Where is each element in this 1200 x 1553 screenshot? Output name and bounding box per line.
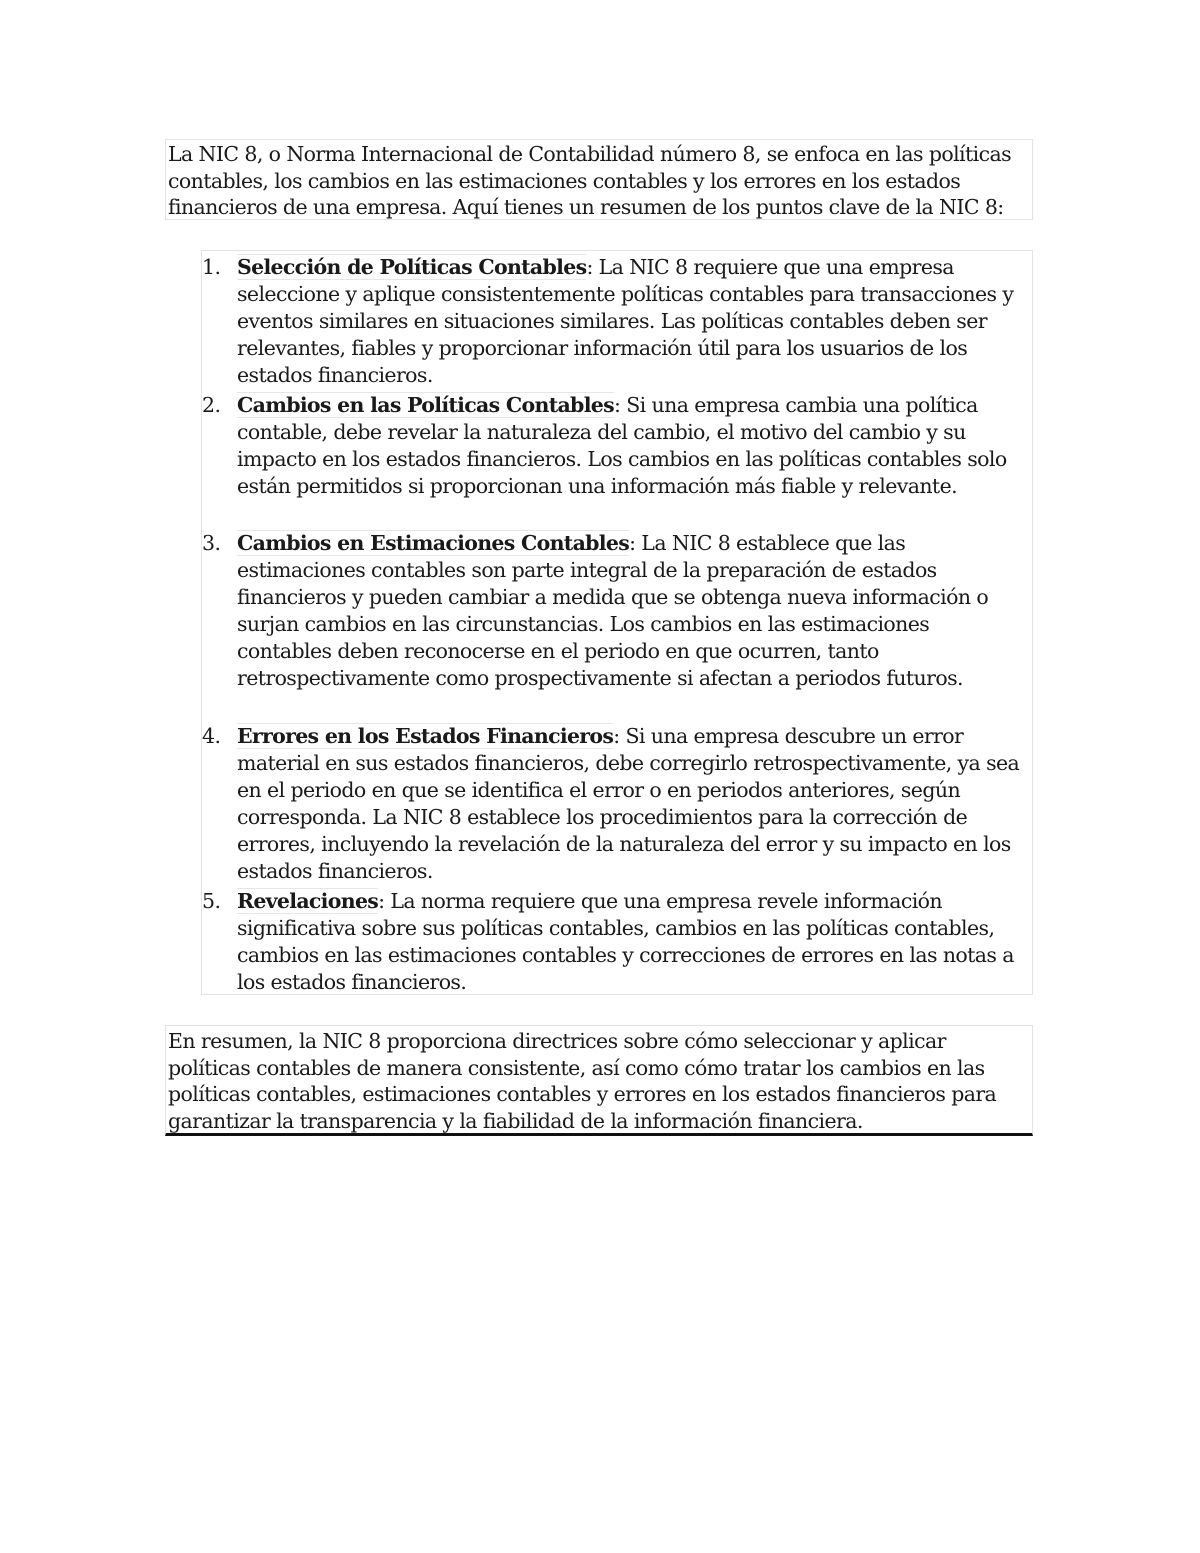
summary-paragraph bbox=[165, 1025, 1033, 1136]
list-item-text: : Si una empresa cambia una política contable, debe revelar la naturaleza del cambio, el motivo del cambio y su impacto en los estados financieros. Los cambios en las políticas contables solo están permitidos si proporcionan una información más fiable y relevante. bbox=[237, 393, 1007, 498]
list-item-body bbox=[237, 888, 1027, 996]
list-item-text: : La NIC 8 establece que las estimaciones contables son parte integral de la preparación de estados financieros y pueden cambiar a medida que se obtenga nueva información o surjan cambios en las circunstancias. Los cambios en las estimaciones contables deben reconocerse en el periodo en que ocurren, tanto retrospectivamente como prospectivamente si afectan a periodos futuros. bbox=[237, 531, 989, 690]
key-points-list bbox=[201, 250, 1033, 995]
list-item-number: 3. bbox=[202, 531, 221, 555]
list-item-term: Cambios en las Políticas Contables bbox=[237, 393, 614, 417]
list-item-text: : La NIC 8 requiere que una empresa seleccione y aplique consistentemente políticas contables para transacciones y eventos similares en situaciones similares. Las políticas contables deben ser relevantes, fiables y proporcionar información útil para los usuarios de los estados financieros. bbox=[237, 255, 1014, 387]
summary-text: En resumen, la NIC 8 proporciona directrices sobre cómo seleccionar y aplicar políticas contables de manera consistente, así como cómo tratar los cambios en las políticas contables, estimaciones contables y errores en los estados financieros para garantizar la transparencia y la fiabilidad de la información financiera. bbox=[168, 1029, 997, 1133]
list-item-body bbox=[237, 392, 1027, 500]
intro-paragraph bbox=[165, 139, 1033, 220]
list-item-body bbox=[237, 723, 1027, 885]
list-item-term: Selección de Políticas Contables bbox=[237, 255, 587, 279]
list-item-text: : Si una empresa descubre un error material en sus estados financieros, debe corregirlo retrospectivamente, ya sea en el periodo en que se identifica el error o en periodos anteriores, según corresponda. La NIC 8 establece los procedimientos para la corrección de errores, incluyendo la revelación de la naturaleza del error y su impacto en los estados financieros. bbox=[237, 724, 1020, 883]
list-item-text: : La norma requiere que una empresa revele información significativa sobre sus políticas contables, cambios en las políticas contables, cambios en las estimaciones contables y correcciones de errores en las notas a los estados financieros. bbox=[237, 889, 1014, 994]
list-item-term: Errores en los Estados Financieros bbox=[237, 724, 614, 748]
list-item-number: 2. bbox=[202, 393, 221, 417]
intro-text: La NIC 8, o Norma Internacional de Contabilidad número 8, se enfoca en las políticas contables, los cambios en las estimaciones contables y los errores en los estados financieros de una empresa. Aquí tienes un resumen de los puntos clave de la NIC 8: bbox=[168, 142, 1012, 219]
list-item-number: 4. bbox=[202, 724, 221, 748]
list-item-number: 5. bbox=[202, 889, 221, 913]
list-item-term: Cambios en Estimaciones Contables bbox=[237, 531, 630, 555]
list-item-term: Revelaciones bbox=[237, 889, 379, 913]
list-item-body bbox=[237, 530, 1027, 692]
list-item-number: 1. bbox=[202, 255, 221, 279]
list-item-body bbox=[237, 254, 1027, 389]
